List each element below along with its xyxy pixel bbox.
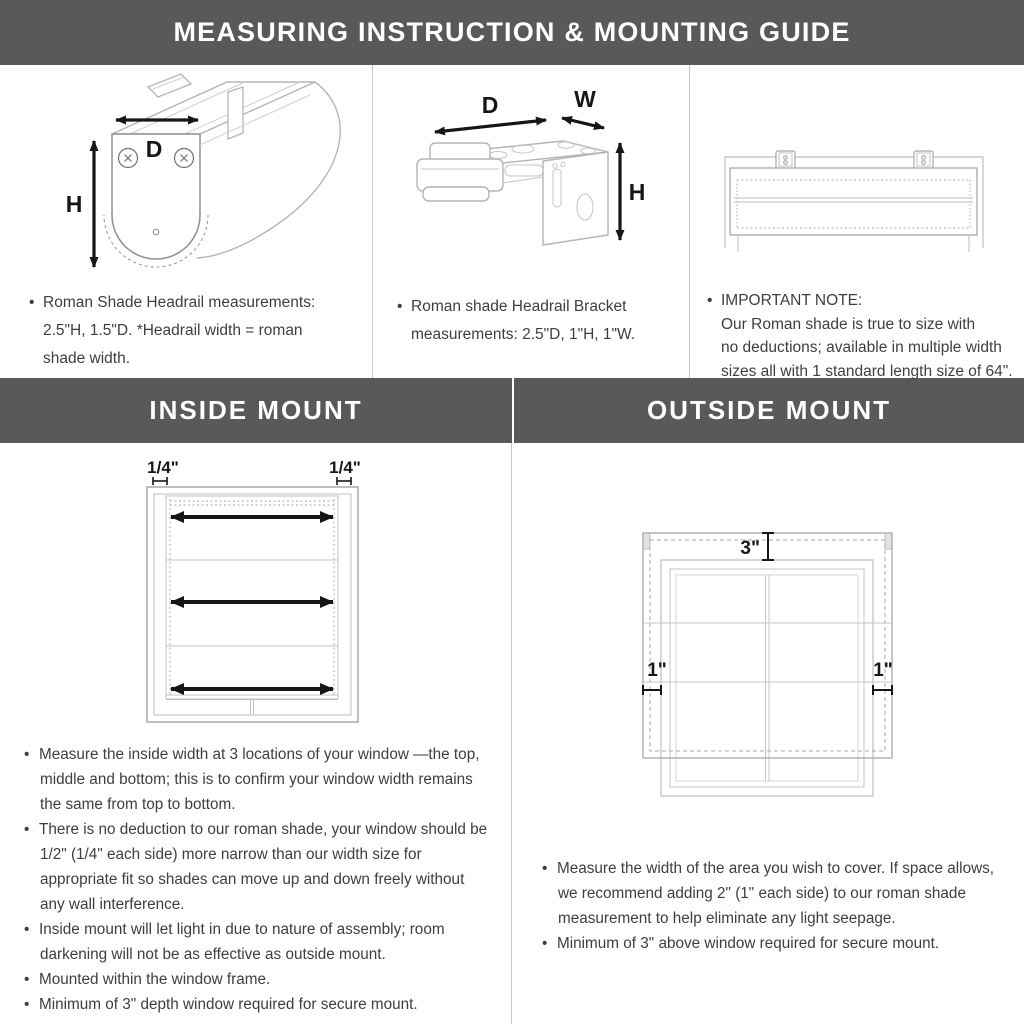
bracket-panel xyxy=(373,65,690,378)
width-arrow xyxy=(562,118,604,128)
bullet-marker: • xyxy=(24,821,30,838)
note-line: Roman shade Headrail Bracket xyxy=(411,298,627,315)
rail-clamp xyxy=(148,74,191,97)
bullet-marker: • xyxy=(29,294,35,311)
list-item xyxy=(24,817,493,917)
bullet-text: Minimum of 3" above window required for secure mount. xyxy=(557,935,940,952)
bullet-marker: • xyxy=(542,860,548,877)
note-line: 2.5"H, 1.5"D. *Headrail width = roman xyxy=(43,322,303,339)
inside-mount-bullets xyxy=(24,742,493,1017)
roman-shade xyxy=(643,533,892,758)
dim-label-h: H xyxy=(65,191,83,217)
outside-mount-bullets xyxy=(542,856,1010,956)
outside-mount-header: OUTSIDE MOUNT xyxy=(512,378,1024,443)
important-note xyxy=(707,289,1013,383)
headrail-note xyxy=(29,289,315,373)
note-line: shade width. xyxy=(43,350,131,367)
bullet-marker: • xyxy=(24,971,30,988)
list-item xyxy=(542,856,1010,931)
bullet-text: Minimum of 3" depth window required for secure mount. xyxy=(39,996,418,1013)
outside-mount-diagram xyxy=(512,443,1023,848)
list-item xyxy=(24,967,493,992)
side-gap-label-left: 1" xyxy=(647,660,667,681)
top-section xyxy=(0,65,1024,378)
side-gap-label-right: 1" xyxy=(873,660,893,681)
bottom-section xyxy=(0,443,1024,1024)
roman-shade xyxy=(166,496,338,714)
window-frame xyxy=(147,487,358,722)
note-line: Roman Shade Headrail measurements: xyxy=(43,294,316,311)
dim-label-d: D xyxy=(145,136,163,162)
gap-mark xyxy=(153,477,351,485)
width-measure-arrows xyxy=(171,517,333,689)
inside-mount-panel xyxy=(0,443,512,1024)
bullet-marker: • xyxy=(542,935,548,952)
gap-label-left: 1/4" xyxy=(147,458,179,477)
bullet-marker: • xyxy=(397,298,403,315)
window-frame xyxy=(661,560,873,796)
dim-label-h: H xyxy=(628,179,646,205)
note-line: measurements: 2.5"D, 1"H, 1"W. xyxy=(411,326,636,343)
mount-bracket-icon xyxy=(776,151,795,169)
bullet-marker: • xyxy=(707,292,713,309)
page-title: MEASURING INSTRUCTION & MOUNTING GUIDE xyxy=(0,0,1024,65)
bullet-marker: • xyxy=(24,746,30,763)
bullet-text: Inside mount will let light in due to nature of assembly; room darkening will not be as effective as outside mount. xyxy=(39,921,445,963)
bullet-marker: • xyxy=(24,996,30,1013)
bullet-text: Mounted within the window frame. xyxy=(39,971,271,988)
list-item xyxy=(24,917,493,967)
note-line: sizes all with 1 standard length size of 64". xyxy=(721,362,1013,380)
dim-label-w: W xyxy=(574,86,596,112)
outside-mount-panel xyxy=(512,443,1024,1024)
bullet-text: Measure the width of the area you wish to cover. If space allows, we recommend adding 2" (1" each side) to our roman shade measurement to help eliminate any light seepage. xyxy=(557,860,995,927)
note-line: Our Roman shade is true to size with xyxy=(721,315,976,333)
headrail-diagram xyxy=(0,65,372,287)
shade-front-diagram xyxy=(690,65,1024,287)
mount-bracket-icon xyxy=(914,151,933,169)
top-gap-label: 3" xyxy=(740,538,760,559)
bracket-note xyxy=(397,293,635,349)
inside-mount-diagram xyxy=(0,443,511,738)
bullet-marker: • xyxy=(24,921,30,938)
bracket-clamp xyxy=(417,143,503,201)
depth-arrow xyxy=(435,120,546,132)
list-item xyxy=(24,992,493,1017)
gap-label-right: 1/4" xyxy=(329,458,361,477)
bracket-diagram xyxy=(373,65,689,287)
note-line: no deductions; available in multiple width xyxy=(721,339,1002,356)
headrail-panel xyxy=(0,65,373,378)
top-gap-mark xyxy=(762,533,774,560)
note-title: IMPORTANT NOTE: xyxy=(721,292,863,309)
inside-mount-header: INSIDE MOUNT xyxy=(0,378,512,443)
list-item xyxy=(542,931,1010,956)
important-note-panel xyxy=(690,65,1024,378)
list-item xyxy=(24,742,493,817)
side-gap-marks xyxy=(643,685,892,695)
bullet-text: There is no deduction to our roman shade, your window should be 1/2" (1/4" each side) more narrow than our width size for appropriate fit so shades can move up and down freely without any wall interference. xyxy=(39,821,488,913)
mount-headers xyxy=(0,378,1024,443)
dim-label-d: D xyxy=(481,92,499,118)
bullet-text: Measure the inside width at 3 locations of your window —the top, middle and bottom; this is to confirm your window width remains the same from top to bottom. xyxy=(39,746,480,813)
